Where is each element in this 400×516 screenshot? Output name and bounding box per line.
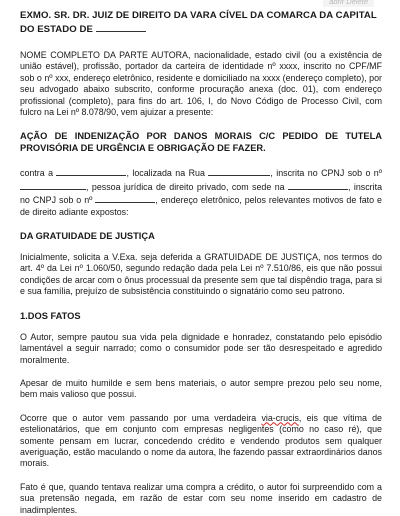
defendant-text: , pessoa jurídica de direito privado, com sede na	[86, 181, 285, 192]
fatos-text: , eis que vítima de estelionatários, que em conjunto com empresas negligentes (como no caso ré), que somente pensam em lucrar, concedendo crédito e vendendo produtos sem qualquer averiguação, estão maculando o nome da autora, lhe fazendo passar extraordinários danos morais.	[20, 412, 382, 469]
defendant-paragraph	[20, 166, 382, 218]
defendant-text: , inscrita no CPNJ sob o nº	[270, 168, 382, 179]
court-header	[20, 9, 382, 36]
faded-toolbar-label: abrir Delete	[323, 0, 374, 7]
fatos-paragraph-2: Apesar de muito humilde e sem bens materiais, o autor sempre prezou pelo seu nome, bem mais valioso que possui.	[20, 377, 382, 400]
section-heading-fatos: 1.DOS FATOS	[20, 310, 81, 321]
defendant-text: contra a	[20, 168, 54, 179]
blank-line	[56, 166, 126, 176]
action-title: AÇÃO DE INDENIZAÇÃO POR DANOS MORAIS C/C PEDIDO DE TUTELA PROVISÓRIA DE URGÊNCIA E OBRIGAÇÃO DE FAZER.	[20, 131, 382, 154]
blank-line	[288, 180, 348, 190]
fatos-paragraph-4: Fato é que, quando tentava realizar uma compra a crédito, o autor foi surpreendido com a sua pretensão negada, em razão de estar com seu nome inserido em cadastro de inadimplentes.	[20, 481, 382, 515]
blank-line	[95, 193, 155, 203]
spellcheck-word: via-crucis	[261, 412, 299, 423]
gratuidade-paragraph: Inicialmente, solicita a V.Exa. seja deferida a GRATUIDADE DE JUSTIÇA, nos termos do art. 4º da Lei nº 1.060/50, segundo redação dada pela Lei nº 7.510/86, eis que não possui condições de arcar com o ônus processual da presente sem que tal dispêndio traga, para si e sua família, prejuízo de subsistência constituindo o signatário como seu patrono.	[20, 252, 382, 297]
section-heading-gratuidade: DA GRATUIDADE DE JUSTIÇA	[20, 231, 155, 242]
fatos-paragraph-3	[20, 413, 382, 470]
blank-line	[208, 166, 270, 176]
defendant-text: , localizada na Rua	[126, 168, 205, 179]
defendant-text: , inscrita no CNPJ sob o nº	[20, 181, 383, 206]
blank-line	[20, 180, 86, 190]
court-line-1: EXMO. SR. DR. JUIZ DE DIREITO DA VARA CÍVEL DA COMARCA DA CAPITAL	[20, 10, 377, 21]
defendant-text: , endereço eletrônico, pelos relevantes motivos de fato e de direito adiante expostos:	[20, 195, 382, 217]
fatos-text: Ocorre que o autor vem passando por uma verdadeira	[20, 412, 262, 423]
intro-paragraph: NOME COMPLETO DA PARTE AUTORA, nacionalidade, estado civil (ou a existência de união estável), profissão, portador da carteira de identidade nº xxxx, inscrito no CPF/MF sob o nº xxx, endereço eletrônico, residente e domiciliado na xxxx (endereço completo), por seu advogado abaixo subscrito, conforme procuração anexa (doc. 01), com endereço profissional (completo), para fins do art. 106, I, do Novo Código de Processo Civil, com fulcro na Lei nº 8.078/90, vem ajuizar a presente:	[20, 50, 382, 118]
fatos-paragraph-1: O Autor, sempre pautou sua vida pela dignidade e honradez, constatando pelo episódio lamentável a seguir narrado; como o consumidor pode ser tão desrespeitado e agredido moralmente.	[20, 331, 382, 365]
blank-line	[96, 22, 146, 32]
court-line-2: DO ESTADO DE	[20, 24, 93, 35]
